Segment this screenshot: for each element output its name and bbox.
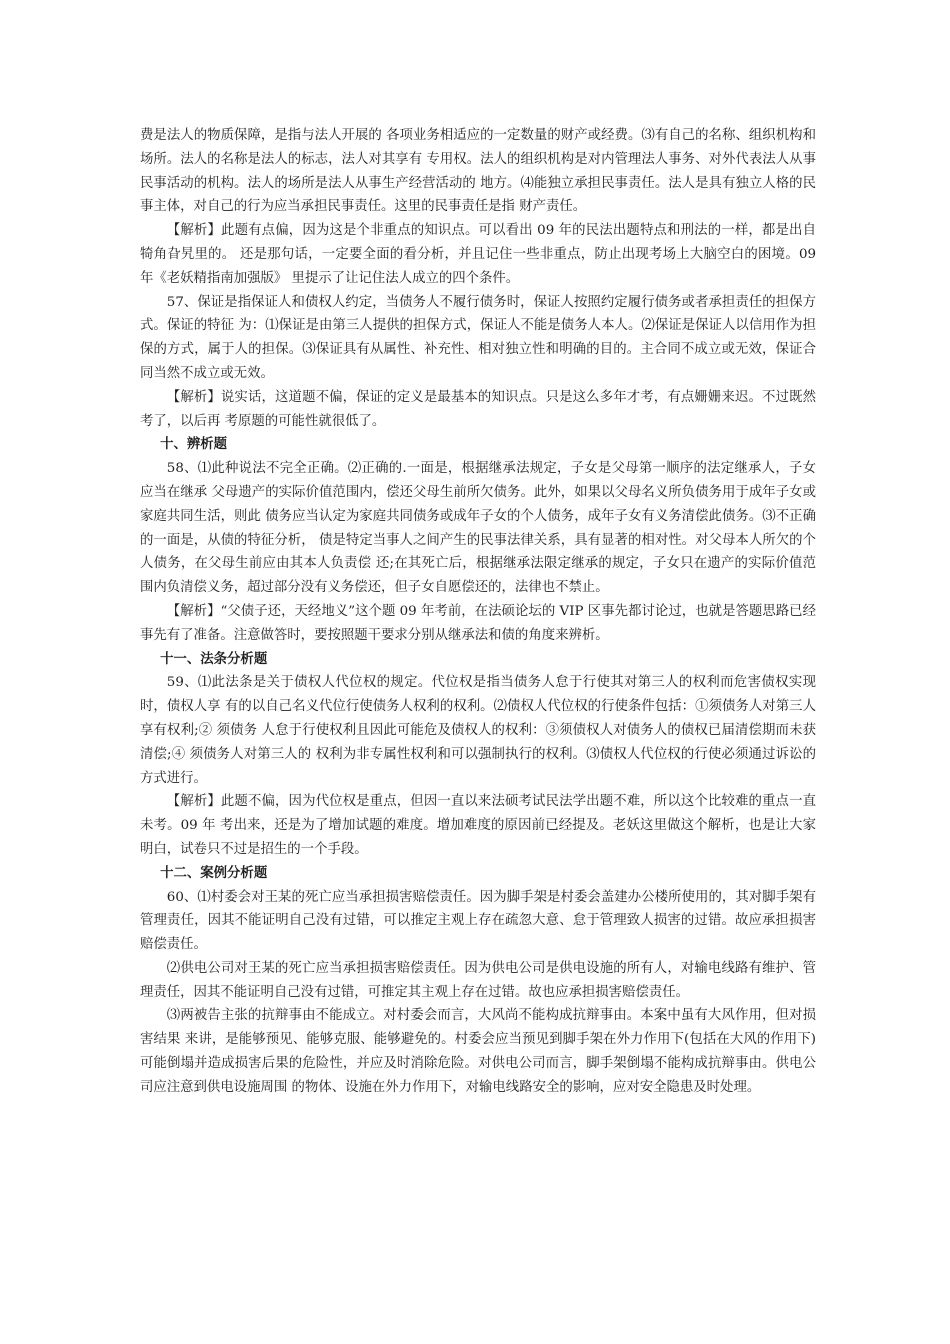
answer-paragraph-60-1: 60、⑴村委会对王某的死亡应当承担损害赔偿责任。因为脚手架是村委会盖建办公楼所使用的，其对脚手架有管理责任，因其不能证明自己没有过错，可以推定主观上存在疏忽大意、怠于管理致人损害的过错。故应承担损害赔偿责任。 — [140, 889, 816, 953]
paragraph-1: 费是法人的物质保障，是指与法人开展的 各项业务相适应的一定数量的财产或经费。⑶有自己的名称、组织机构和场所。法人的名称是法人的标志，法人对其享有 专用权。法人的组织机构是对内管理法人事务、对外代表法人从事民事活动的机构。法人的场所是法人从事生产经营活动的 地方。⑷能独立承担民事责任。法人是具有独立人格的民事主体，对自己的行为应当承担民事责任。这里的民事责任是指 财产责任。 — [140, 128, 816, 215]
section-heading-11: 十一、法条分析题 — [160, 650, 268, 667]
analysis-paragraph-58: 【解析】“父债子还，天经地义”这个题 09 年考前，在法硕论坛的 VIP 区事先都讨论过，也就是答题思路已经事先有了准备。注意做答时，要按照题干要求分别从继承法和债的角度来辨析。 — [140, 603, 816, 643]
analysis-paragraph-59: 【解析】此题不偏，因为代位权是重点，但因一直以来法硕考试民法学出题不难，所以这个比较难的重点一直未考。09 年 考出来，还是为了增加试题的难度。增加难度的原因前已经提及。老妖这里做这个解析，也是让大家明白，试卷只不过是招生的一个手段。 — [140, 794, 816, 857]
analysis-paragraph-56: 【解析】此题有点偏，因为这是个非重点的知识点。可以看出 09 年的民法出题特点和刑法的一样，都是出自犄角旮旯里的。 还是那句话，一定要全面的看分析，并且记住一些非重点，防止出现考场上大脑空白的困境。09 年《老妖精指南加强版》 里提示了让记住法人成立的四个条件。 — [140, 223, 816, 286]
answer-paragraph-57: 57、保证是指保证人和债权人约定，当债务人不履行债务时，保证人按照约定履行债务或者承担责任的担保方式。保证的特征 为：⑴保证是由第三人提供的担保方式，保证人不能是债务人本人。⑵保证是保证人以信用作为担保的方式，属于人的担保。⑶保证具有从属性、补充性、相对独立性和明确的目的。主合同不成立或无效，保证合同当然不成立或无效。 — [140, 294, 816, 381]
answer-paragraph-58: 58、⑴此种说法不完全正确。⑵正确的.一面是，根据继承法规定，子女是父母第一顺序的法定继承人，子女应当在继承 父母遗产的实际价值范围内，偿还父母生前所欠债务。此外，如果以父母名义所负债务用于成年子女或家庭共同生活，则此 债务应当认定为家庭共同债务或成年子女的个人债务，成年子女有义务清偿此债务。⑶不正确的一面是，从债的特征分析， 债是特定当事人之间产生的民事法律关系，具有显著的相对性。对父母本人所欠的个人债务，在父母生前应由其本人负责偿 还;在其死亡后，根据继承法限定继承的规定，子女只在遗产的实际价值范围内负清偿义务，超过部分没有义务偿还，但子女自愿偿还的，法律也不禁止。 — [140, 461, 816, 596]
section-heading-12: 十二、案例分析题 — [160, 864, 268, 881]
answer-paragraph-59: 59、⑴此法条是关于债权人代位权的规定。代位权是指当债务人怠于行使其对第三人的权利而危害债权实现时，债权人享 有的以自己名义代位行使债务人权利的权利。⑵债权人代位权的行使条件包括：①须债务人对第三人享有权利;② 须债务 人怠于行使权利且因此可能危及债权人的权利：③须债权人对债务人的债权已届清偿期而未获清偿;④ 须债务人对第三人的 权利为非专属性权利和可以强制执行的权利。⑶债权人代位权的行使必须通过诉讼的方式进行。 — [140, 675, 816, 786]
answer-paragraph-60-3: ⑶两被告主张的抗辩事由不能成立。对村委会而言，大风尚不能构成抗辩事由。本案中虽有大风作用，但对损害结果 来讲，是能够预见、能够克服、能够避免的。村委会应当预见到脚手架在外力作用下(包括在大风的作用下)可能倒塌并造成损害后果的危险性，并应及时消除危险。对供电公司而言，脚手架倒塌不能构成抗辩事由。供电公司应注意到供电设施周围 的物体、设施在外力作用下，对输电线路安全的影响，应对安全隐患及时处理。 — [140, 1008, 816, 1095]
analysis-paragraph-57: 【解析】说实话，这道题不偏，保证的定义是最基本的知识点。只是这么多年才考，有点姗姗来迟。不过既然考了，以后再 考原题的可能性就很低了。 — [140, 389, 816, 429]
document-page — [140, 124, 816, 1100]
section-heading-10: 十、辨析题 — [160, 436, 228, 453]
answer-paragraph-60-2: ⑵供电公司对王某的死亡应当承担损害赔偿责任。因为供电公司是供电设施的所有人，对输电线路有维护、管理责任，因其不能证明自己没有过错，可推定其主观上存在过错。故也应承担损害赔偿责任。 — [140, 960, 816, 1000]
